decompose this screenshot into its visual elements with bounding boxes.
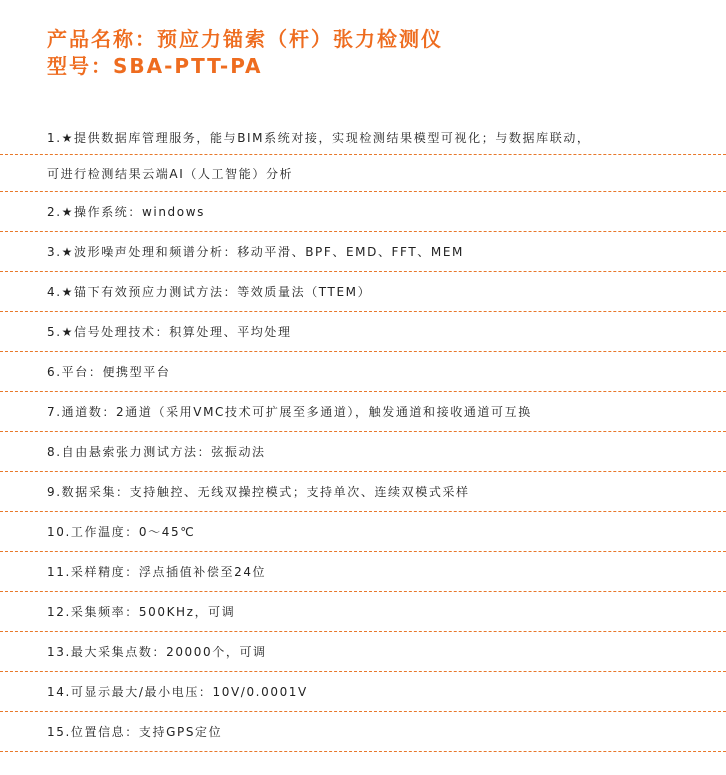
spec-item-6: 6.平台：便携型平台 [0,352,726,392]
spec-item-8: 8.自由悬索张力测试方法：弦振动法 [0,432,726,472]
spec-item-7: 7.通道数：2通道（采用VMC技术可扩展至多通道），触发通道和接收通道可互换 [0,392,726,432]
spec-item-2: 2.★操作系统：windows [0,192,726,232]
spec-item-4: 4.★锚下有效预应力测试方法：等效质量法（TTEM） [0,272,726,312]
spec-item-14: 14.可显示最大/最小电压：10V/0.0001V [0,672,726,712]
spec-item-3: 3.★波形噪声处理和频谱分析：移动平滑、BPF、EMD、FFT、MEM [0,232,726,272]
page-header [47,26,443,80]
spec-item-1: 1.★提供数据库管理服务，能与BIM系统对接，实现检测结果模型可视化；与数据库联动， [0,120,726,155]
spec-item-12: 12.采集频率：500KHz，可调 [0,592,726,632]
spec-item-5: 5.★信号处理技术：积算处理、平均处理 [0,312,726,352]
spec-item-10: 10.工作温度：0～45℃ [0,512,726,552]
spec-item-15: 15.位置信息：支持GPS定位 [0,712,726,752]
spec-list [0,120,726,752]
model-title: 型号：SBA-PTT-PA [47,54,263,78]
spec-item-1-continued: 可进行检测结果云端AI（人工智能）分析 [0,155,726,192]
spec-item-9: 9.数据采集：支持触控、无线双操控模式；支持单次、连续双模式采样 [0,472,726,512]
spec-item-11: 11.采样精度：浮点插值补偿至24位 [0,552,726,592]
product-name-title: 产品名称：预应力锚索（杆）张力检测仪 [47,27,443,51]
spec-item-13: 13.最大采集点数：20000个，可调 [0,632,726,672]
